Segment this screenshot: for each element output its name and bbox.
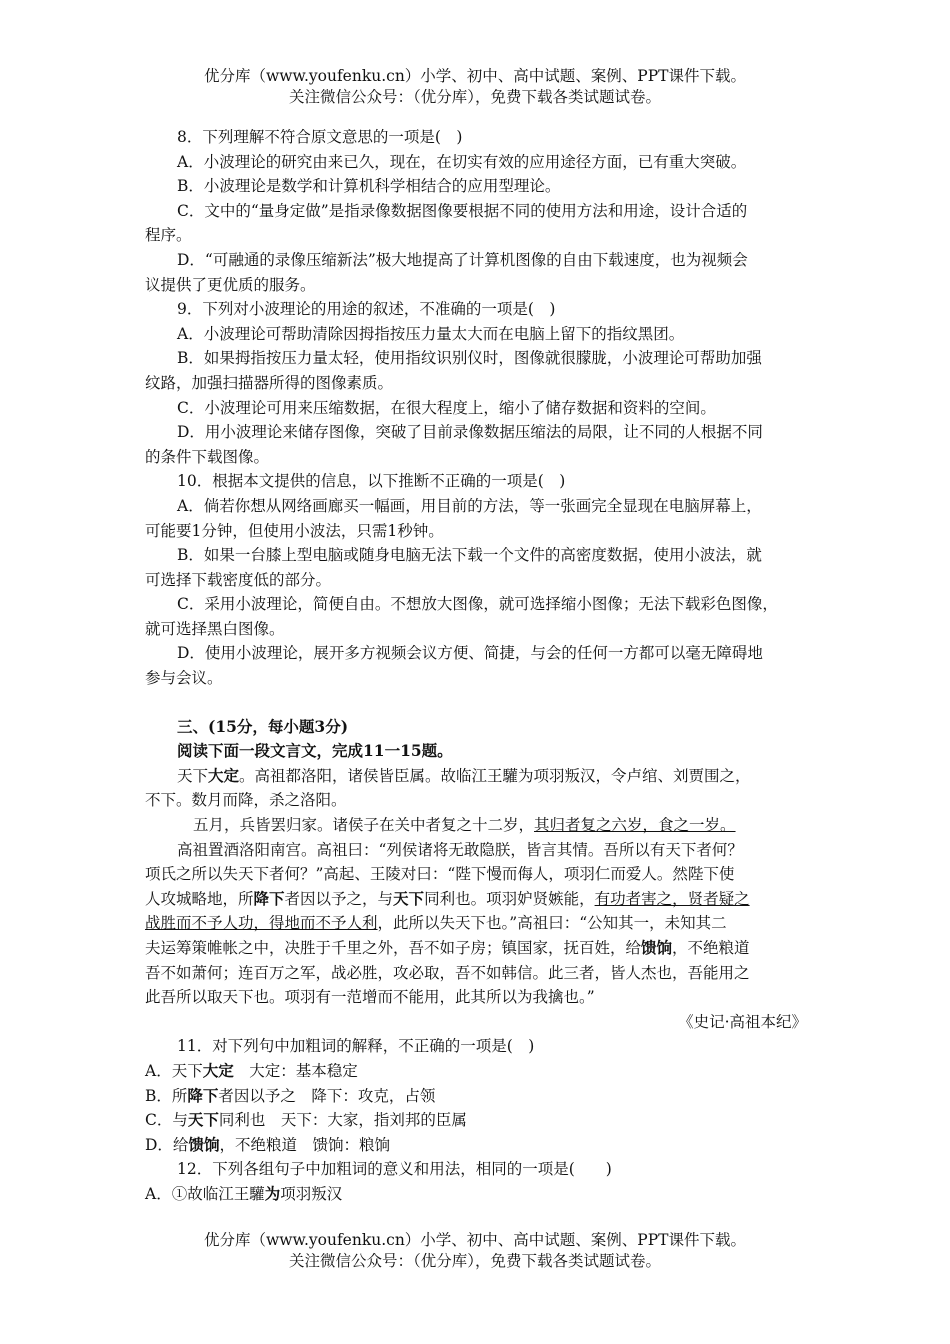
passage-p2 — [145, 813, 815, 838]
footer-line-2: 关注微信公众号：（优分库），免费下载各类试题试卷。 — [288, 1252, 661, 1270]
q9-option-d-line2: 的条件下载图像。 — [145, 447, 270, 466]
q12-stem: 12．下列各组句子中加粗词的意义和用法，相同的一项是( ) — [177, 1160, 612, 1179]
option-text: 者因以予之 降下：攻克，占领 — [218, 1086, 436, 1105]
q10-option-b-line1: B．如果一台膝上型电脑或随身电脑无法下载一个文件的高密度数据，使用小波法，就 — [177, 546, 762, 565]
q9-option-b-line2: 纹路，加强扫描器所得的图像素质。 — [145, 373, 394, 392]
passage-text: 五月，兵皆罢归家。诸侯子在关中者复之十二岁， — [193, 816, 535, 835]
passage-text: 。高祖都洛阳，诸侯皆臣属。故临江王驩为项羽叛汉，令卢绾、刘贾围之， — [239, 766, 751, 785]
q9-option-c: C．小波理论可用来压缩数据，在很大程度上，缩小了储存数据和资料的空间。 — [177, 398, 716, 417]
option-text: A．①故临江王驩 — [145, 1184, 265, 1203]
passage-p3-line6: 吾不如萧何；连百万之军，战必胜，攻必取，吾不如韩信。此三者，皆人杰也，吾能用之 — [145, 963, 750, 982]
option-text: 同利也 天下：大家，指刘邦的臣属 — [218, 1111, 467, 1130]
q10-option-d-line1: D．使用小波理论，展开多方视频会议方便、简捷，与会的任何一方都可以毫无障碍地 — [177, 644, 763, 663]
passage-underlined: 战胜而不予人功，得地而不予人利 — [145, 914, 378, 933]
passage-bold-term: 降下 — [253, 888, 285, 908]
passage-source: 《史记·高祖本纪》 — [678, 1012, 807, 1031]
option-bold-term: 天下 — [187, 1110, 219, 1130]
option-bold-term: 为 — [264, 1183, 281, 1203]
q10-option-b-line2: 可选择下载密度低的部分。 — [145, 570, 332, 589]
option-text: A．天下 — [145, 1061, 203, 1080]
q8-option-d-line1: D．“可融通的录像压缩新法”极大地提高了计算机图像的自由下载速度，也为视频会 — [177, 250, 748, 269]
q10-option-d-line2: 参与会议。 — [145, 669, 223, 688]
option-text: 项羽叛汉 — [280, 1184, 343, 1203]
q12-option-a — [145, 1182, 815, 1207]
q11-option-c — [145, 1108, 815, 1133]
q10-option-c-line1: C．采用小波理论，简便自由。不想放大图像，就可选择缩小图像；无法下载彩色图像， — [177, 595, 778, 614]
footer-line-1: 优分库（www.youfenku.cn）小学、初中、高中试题、案例、PPT课件下载。 — [203, 1231, 747, 1249]
q10-stem: 10．根据本文提供的信息，以下推断不正确的一项是( ) — [177, 472, 566, 491]
passage-p3-line4 — [145, 911, 815, 936]
q11-option-d — [145, 1133, 815, 1158]
section3-title: 三、(15分，每小题3分) — [177, 716, 349, 736]
passage-p3-line5 — [145, 936, 815, 961]
passage-p1-line2: 不下。数月而降，杀之洛阳。 — [145, 791, 347, 810]
q11-stem: 11．对下列句中加粗词的解释，不正确的一项是( ) — [177, 1037, 535, 1056]
document-body — [145, 125, 815, 1207]
q11-option-a — [145, 1059, 815, 1084]
option-text: ，不绝粮道 馈饷：粮饷 — [219, 1135, 390, 1154]
passage-text: ，不绝粮道 — [672, 939, 750, 957]
q8-option-a: A．小波理论的研究由来已久，现在，在切实有效的应用途径方面，已有重大突破。 — [177, 152, 747, 171]
q8-stem: 8．下列理解不符合原文意思的一项是( ) — [177, 128, 463, 146]
passage-text: 天下 — [177, 766, 209, 785]
section3-instruction: 阅读下面一段文言文，完成11一15题。 — [177, 741, 453, 761]
q10-option-c-line2: 就可选择黑白图像。 — [145, 619, 285, 638]
passage-p3-line3 — [145, 887, 815, 912]
section-gap — [145, 691, 815, 715]
passage-text: 人攻城略地，所 — [145, 889, 254, 908]
passage-p3-line2: 项氏之所以失天下者何？”高起、王陵对曰：“陛下慢而侮人，项羽仁而爱人。然陛下使 — [145, 865, 735, 884]
passage-text: 夫运筹策帷帐之中，决胜于千里之外，吾不如子房；镇国家，抚百姓，给 — [145, 939, 642, 957]
q8-option-b: B．小波理论是数学和计算机科学相结合的应用型理论。 — [177, 177, 561, 196]
header-line-1: 优分库（www.youfenku.cn）小学、初中、高中试题、案例、PPT课件下载。 — [203, 67, 747, 85]
q9-option-b-line1: B．如果拇指按压力量太轻，使用指纹识别仪时，图像就很朦胧，小波理论可帮助加强 — [177, 349, 762, 368]
page-footer — [0, 1230, 950, 1272]
passage-text: 者因以予之，与 — [284, 889, 394, 908]
passage-bold-term: 大定 — [208, 765, 240, 785]
passage-p3-line7: 此吾所以取天下也。项羽有一范增而不能用，此其所以为我擒也。” — [145, 988, 595, 1007]
option-text: C．与 — [145, 1111, 188, 1130]
option-bold-term: 降下 — [187, 1085, 219, 1105]
option-text: B．所 — [145, 1086, 188, 1105]
passage-bold-term: 天下 — [393, 888, 425, 908]
q10-option-a-line1: A．倘若你想从网络画廊买一幅画，用目前的方法，等一张画完全显现在电脑屏幕上， — [177, 496, 762, 515]
passage-p1-line1 — [145, 764, 815, 789]
q11-option-b — [145, 1084, 815, 1109]
header-line-2: 关注微信公众号：（优分库），免费下载各类试题试卷。 — [288, 88, 661, 106]
page-header — [0, 66, 950, 108]
passage-bold-term: 馈饷 — [641, 938, 673, 957]
q8-option-c-line1: C．文中的“量身定做”是指录像数据图像要根据不同的使用方法和用途，设计合适的 — [177, 201, 748, 220]
q9-stem: 9．下列对小波理论的用途的叙述，不准确的一项是( ) — [177, 300, 556, 319]
q8-option-c-line2: 程序。 — [145, 226, 192, 245]
q8-option-d-line2: 议提供了更优质的服务。 — [145, 275, 316, 294]
passage-text: 同利也。项羽妒贤嫉能， — [424, 889, 595, 908]
q9-option-a: A．小波理论可帮助清除因拇指按压力量太大而在电脑上留下的指纹黑团。 — [177, 324, 685, 343]
option-bold-term: 大定 — [202, 1060, 234, 1080]
option-bold-term: 馈饷 — [188, 1134, 220, 1154]
option-text: D．给 — [145, 1135, 189, 1154]
q9-option-d-line1: D．用小波理论来储存图像，突破了目前录像数据压缩法的局限，让不同的人根据不同 — [177, 423, 763, 442]
passage-underlined: 有功者害之，贤者疑之 — [594, 889, 750, 908]
passage-p3-line1: 高祖置酒洛阳南宫。高祖曰：“列侯诸将无敢隐朕，皆言其情。吾所以有天下者何？ — [177, 840, 743, 859]
passage-underlined: 其归者复之六岁，食之一岁。 — [534, 816, 736, 835]
passage-text: ，此所以失天下也。”高祖曰：“公知其一，未知其二 — [377, 914, 727, 933]
option-text: 大定：基本稳定 — [233, 1061, 358, 1080]
q10-option-a-line2: 可能要1分钟，但使用小波法，只需1秒钟。 — [145, 521, 444, 540]
